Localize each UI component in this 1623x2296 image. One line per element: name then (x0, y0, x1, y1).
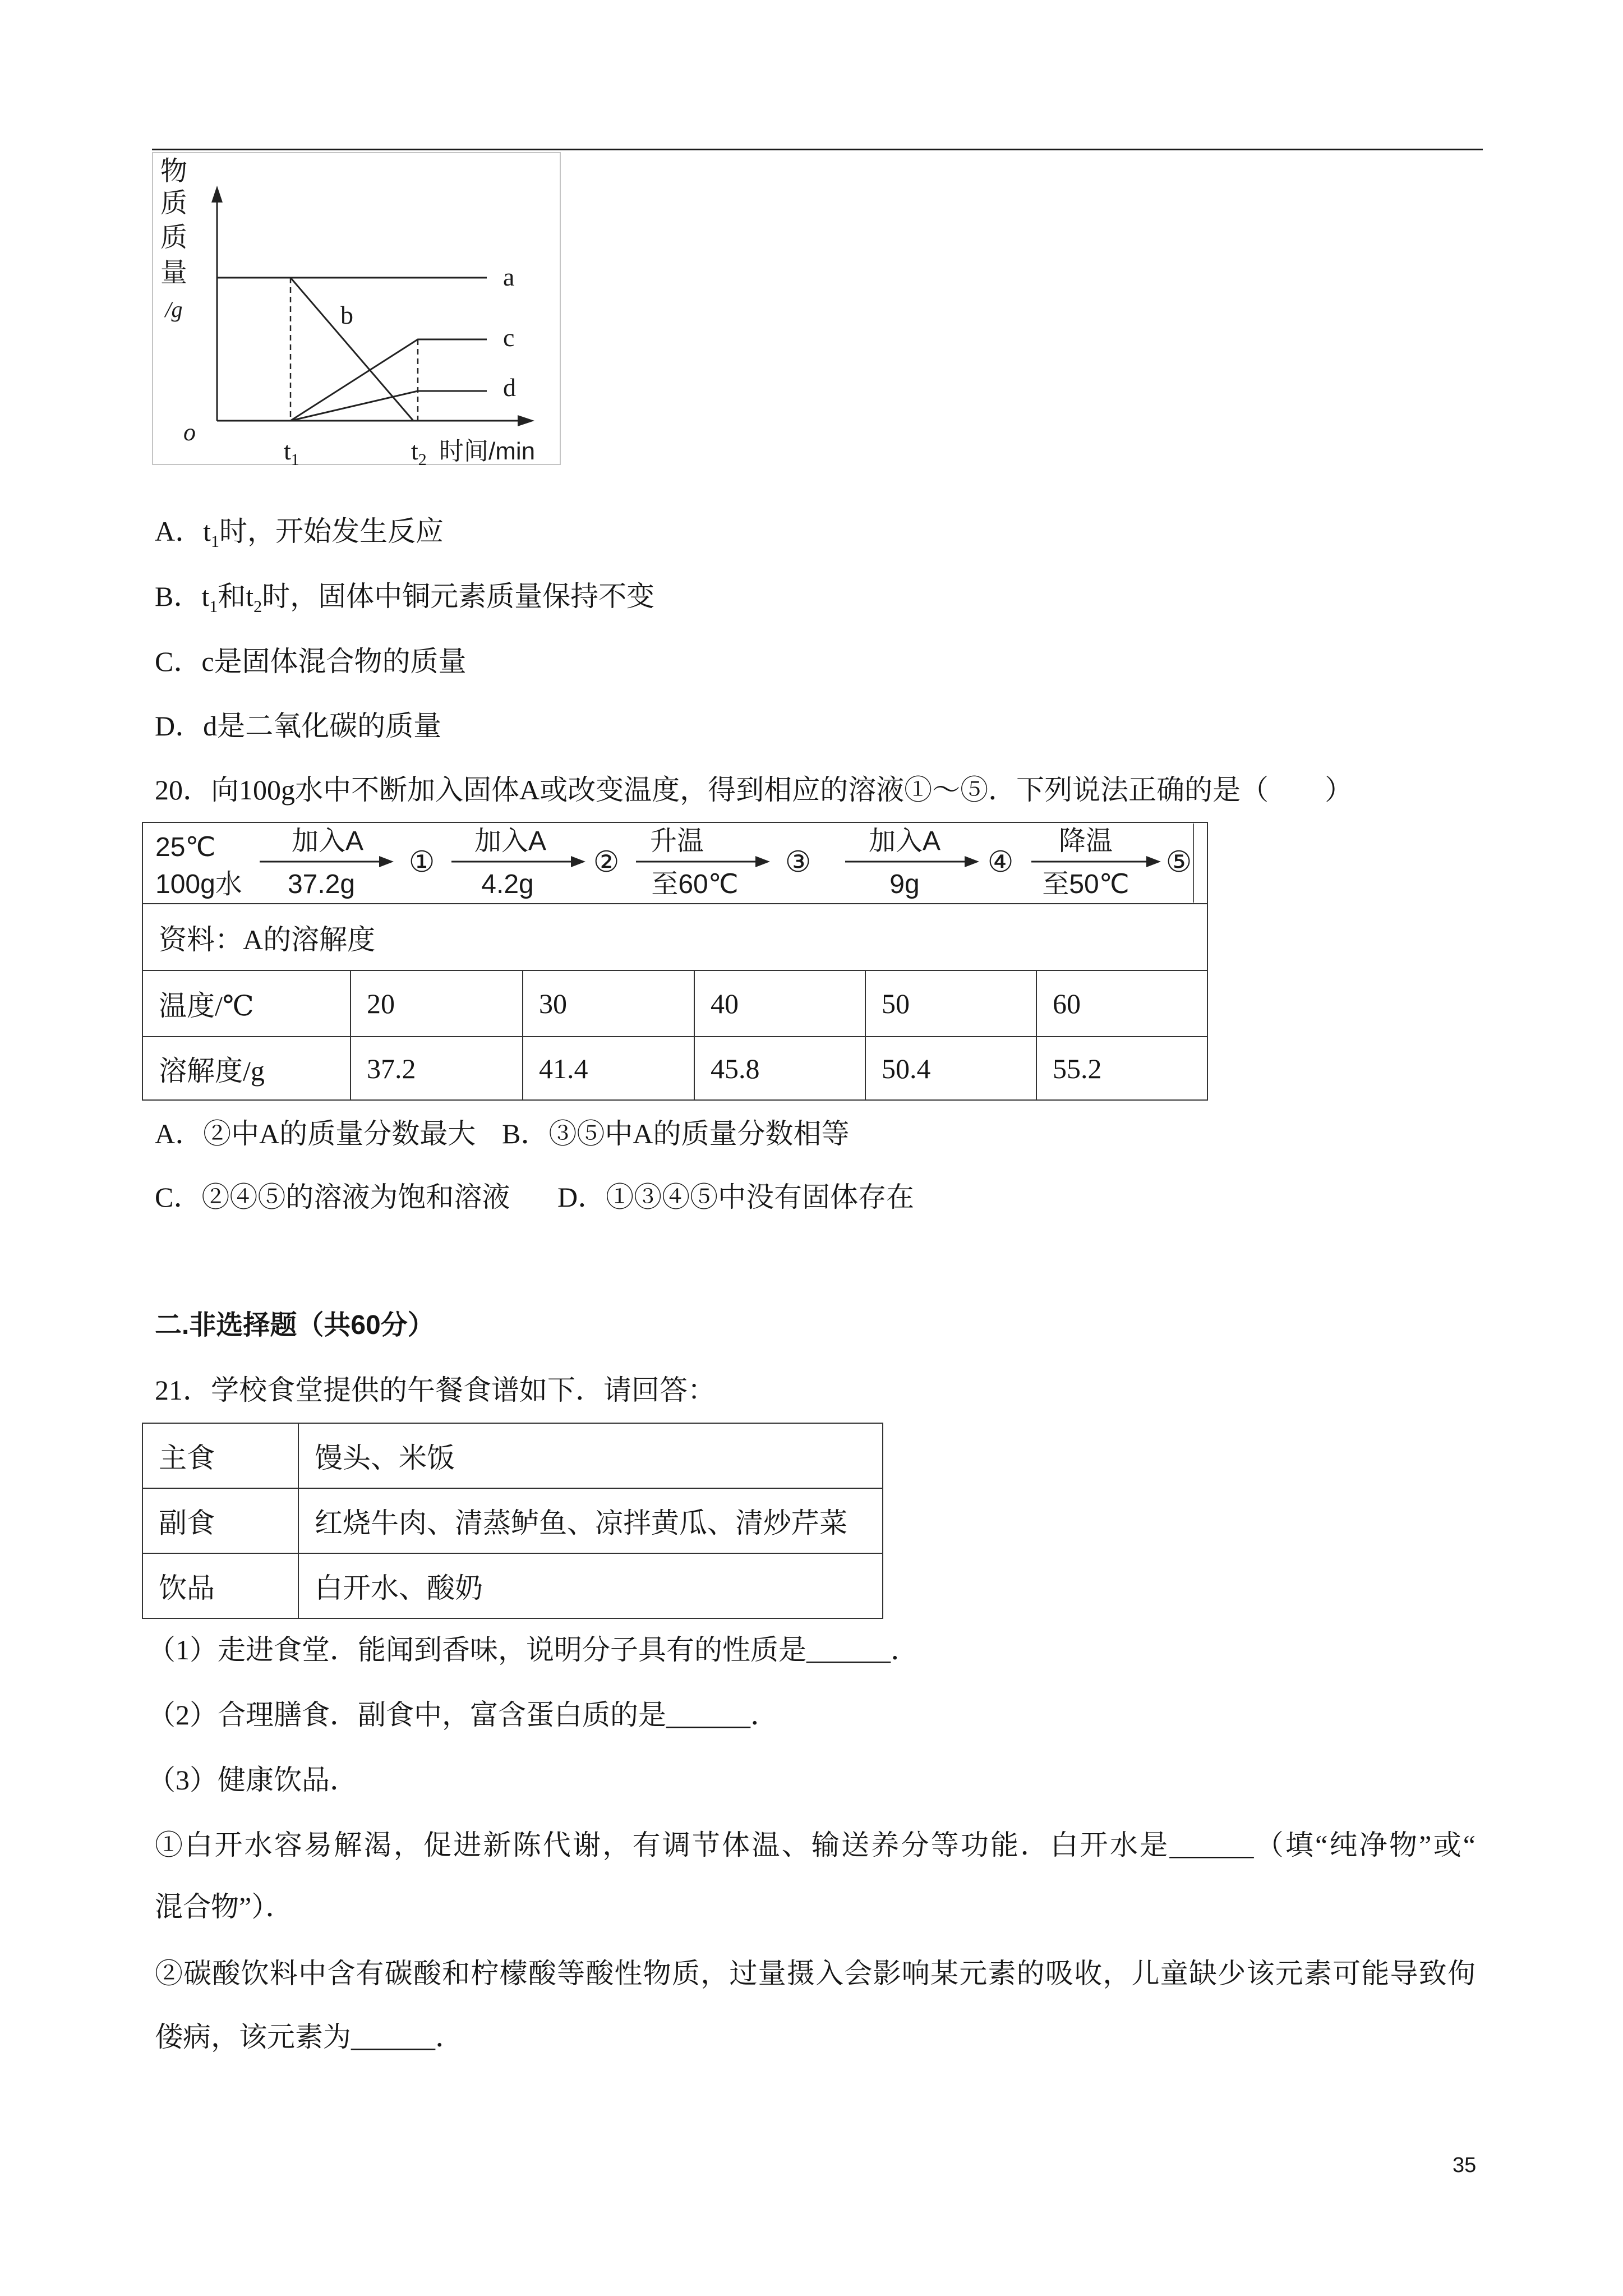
table-cell: 50.4 (865, 1037, 1036, 1100)
q21-part-2-line-1: ②碳酸饮料中含有碳酸和柠檬酸等酸性物质，过量摄入会影响某元素的吸收，儿童缺少该元素可能导致佝 (155, 1958, 1476, 1989)
q20-option-a: A．②中A的质量分数最大 (155, 1118, 476, 1149)
q21-stem: 21．学校食堂提供的午餐食谱如下．请回答： (155, 1374, 716, 1406)
y-axis-arrow (211, 186, 223, 203)
menu-items: 红烧牛肉、清蒸鲈鱼、凉拌黄瓜、清炒芹菜 (298, 1488, 883, 1553)
menu-category: 副食 (142, 1488, 298, 1553)
tick-t1: $t_1$ (284, 436, 299, 465)
label-b: b (340, 301, 353, 329)
row-header: 温度/℃ (142, 970, 351, 1037)
q19-option-a: A．$t_1$时，开始发生反应 (155, 516, 444, 551)
q21-part-1-line-1: ①白开水容易解渴，促进新陈代谢，有调节体温、输送养分等功能．白开水是______（填“纯净物”或“ (155, 1829, 1476, 1861)
line-b (291, 278, 413, 421)
table-row (142, 1553, 883, 1618)
label-d: d (503, 373, 516, 402)
arrowhead (1146, 856, 1161, 867)
solution-3: ③ (785, 846, 811, 878)
q20-option-c: C．②④⑤的溶液为饱和溶液 (155, 1181, 510, 1213)
menu-category: 饮品 (142, 1553, 298, 1618)
step-5-action: 降温 (1058, 826, 1113, 856)
table-cell: 20 (351, 970, 523, 1037)
q20-stem: 20．向100g水中不断加入固体A或改变温度，得到相应的溶液①～⑤．下列说法正确的是（ ） (155, 774, 1353, 806)
table-cell: 55.2 (1036, 1037, 1207, 1100)
step-4-action: 加入A (868, 826, 941, 856)
table-cell: 50 (865, 970, 1036, 1037)
y-axis-label-char: 量 (160, 258, 188, 288)
table-cell: 40 (694, 970, 865, 1037)
dissolution-flow-diagram (143, 823, 1206, 903)
step-4-amount: 9g (889, 869, 920, 899)
menu-items: 馒头、米饭 (298, 1423, 883, 1488)
y-axis-label-char: 质 (160, 188, 188, 218)
q19-option-d: D．d是二氧化碳的质量 (155, 710, 442, 742)
menu-items: 白开水、酸奶 (298, 1553, 883, 1618)
arrowhead (755, 856, 770, 867)
start-temperature: 25℃ (155, 832, 216, 862)
row-header: 溶解度/g (142, 1037, 351, 1100)
q20-option-b: B．③⑤中A的质量分数相等 (502, 1118, 850, 1149)
table-cell: 30 (523, 970, 694, 1037)
solution-2: ② (593, 846, 620, 878)
arrowhead (379, 856, 394, 867)
table-cell: 41.4 (523, 1037, 694, 1100)
table-row (142, 1423, 883, 1488)
start-water: 100g水 (155, 869, 242, 899)
table-caption: 资料：A的溶解度 (142, 904, 1207, 970)
origin-label: o (183, 418, 196, 446)
q21-part-2-line-2: 偻病，该元素为______． (155, 2021, 463, 2053)
q21-sub-2: （2）合理膳食．副食中，富含蛋白质的是______． (147, 1699, 778, 1731)
step-2-amount: 4.2g (481, 869, 534, 899)
solution-1: ① (408, 846, 435, 878)
y-axis-unit: /g (165, 297, 183, 322)
table-cell: 60 (1036, 970, 1207, 1037)
q21-part-1-line-2: 混合物”）． (155, 1891, 294, 1922)
table-cell: 45.8 (694, 1037, 865, 1100)
section-heading: 二.非选择题（共60分） (155, 1310, 435, 1340)
table-row (142, 970, 1207, 1037)
label-c: c (503, 323, 515, 352)
q19-option-c: C．c是固体混合物的质量 (155, 646, 467, 677)
tick-t2: $t_2$ (411, 436, 427, 465)
mass-time-graph (152, 152, 561, 465)
q21-sub-3: （3）健康饮品． (147, 1764, 358, 1796)
solution-4: ④ (987, 846, 1014, 878)
q21-sub-1: （1）走进食堂．能闻到香味，说明分子具有的性质是______． (147, 1634, 919, 1665)
step-1-action: 加入A (291, 826, 364, 856)
table-row (142, 1037, 1207, 1100)
solubility-table (142, 822, 1208, 1101)
line-c (291, 339, 487, 421)
line-d (291, 391, 487, 421)
solution-5: ⑤ (1165, 846, 1192, 878)
arrowhead (965, 856, 979, 867)
x-axis-label: 时间/min (439, 438, 536, 465)
step-3-condition: 至60℃ (651, 869, 739, 899)
table-cell: 37.2 (351, 1037, 523, 1100)
step-3-action: 升温 (649, 826, 704, 856)
step-5-condition: 至50℃ (1042, 869, 1129, 899)
step-2-action: 加入A (474, 826, 547, 856)
menu-table (142, 1423, 883, 1619)
arrowhead (571, 856, 585, 867)
menu-category: 主食 (142, 1423, 298, 1488)
y-axis-label-char: 物 (160, 157, 188, 186)
label-a: a (503, 263, 515, 291)
x-axis-arrow (518, 415, 534, 426)
y-axis-label-char: 质 (160, 223, 188, 252)
page-number: 35 (1453, 2154, 1477, 2177)
top-rule (152, 149, 1483, 150)
q20-option-d: D．①③④⑤中没有固体存在 (557, 1181, 915, 1213)
q19-option-b: B．$t_1$和$t_2$时，固体中铜元素质量保持不变 (155, 581, 655, 616)
flow-diagram-cell (142, 822, 1207, 904)
step-1-amount: 37.2g (287, 869, 356, 899)
table-row (142, 1488, 883, 1553)
